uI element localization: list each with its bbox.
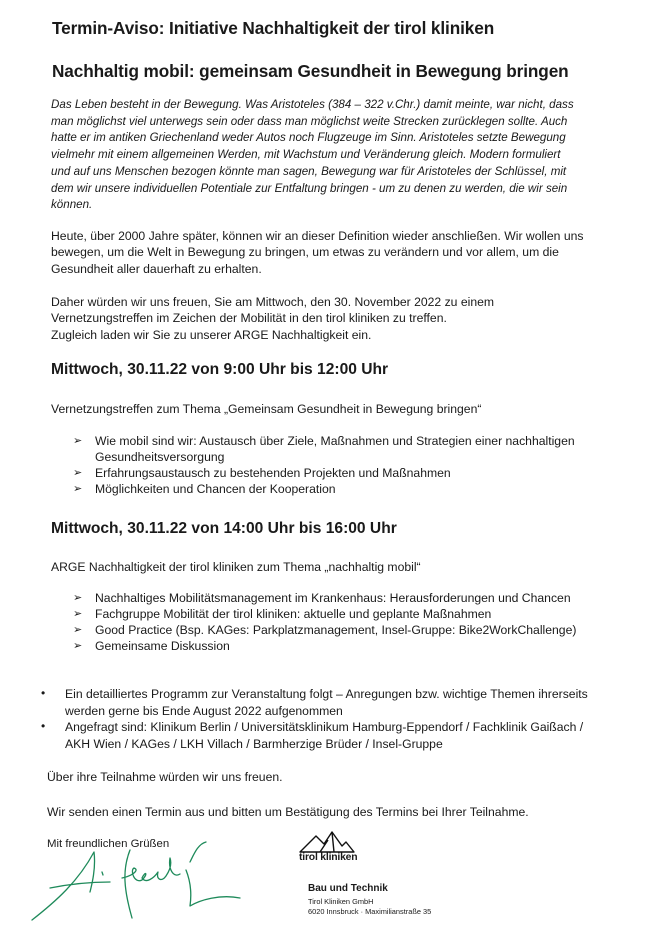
document-title: Termin-Aviso: Initiative Nachhaltigkeit der tirol kliniken <box>52 18 495 38</box>
intro-line: man möglichst viel unterwegs sein oder dass man möglichst weite Strecken zurücklegen sollte. Auch <box>51 114 568 128</box>
sender-address: 6020 Innsbruck · Maximilianstraße 35 <box>308 907 432 916</box>
session-2-lead: ARGE Nachhaltigkeit der tirol kliniken zum Thema „nachhaltig mobil“ <box>51 560 421 574</box>
paragraph-line: Gesundheit aller dauerhaft zu erhalten. <box>51 261 262 276</box>
bullet-icon: • <box>41 719 46 734</box>
paragraph-heute <box>51 228 651 277</box>
logo-wordmark: tirol kliniken <box>299 852 358 863</box>
closing-text-1: Über ihre Teilnahme würden wir uns freuen. <box>47 770 283 784</box>
list-item: ➢ Wie mobil sind wir: Austausch über Ziele, Maßnahmen und Strategien einer nachhaltigen Gesundheitsversorgung <box>73 434 575 464</box>
intro-line: und auf uns Menschen bezogen könnte man sagen, Bewegung war für Aristoteles der Schlüssel, mit <box>51 164 567 178</box>
intro-line: hatte er im antiken Griechenland weder Autos noch Flugzeuge im Sinn. Aristoteles setzte Bewegung <box>51 131 566 145</box>
sender-department: Bau und Technik <box>308 883 388 894</box>
list-item: ➢ Gemeinsame Diskussion <box>73 639 230 653</box>
paragraph-einladung <box>51 294 651 343</box>
list-item: ➢ Möglichkeiten und Chancen der Kooperation <box>73 482 336 496</box>
intro-line: dem wir unsere individuellen Potentiale zur Entfaltung bringen - um zu denen zu werden, die wir sein <box>51 181 568 195</box>
arrow-bullet-icon: ➢ <box>73 624 83 636</box>
session-1-lead: Vernetzungstreffen zum Thema „Gemeinsam Gesundheit in Bewegung bringen“ <box>51 402 482 416</box>
session-2-heading: Mittwoch, 30.11.22 von 14:00 Uhr bis 16:00 Uhr <box>51 520 397 537</box>
closing-text-2: Wir senden einen Termin aus und bitten um Bestätigung des Termins bei Ihrer Teilnahme. <box>47 805 529 819</box>
bullet-icon: • <box>41 686 46 700</box>
session-1-list <box>73 433 653 497</box>
paragraph-line: Daher würden wir uns freuen, Sie am Mittwoch, den 30. November 2022 zu einem <box>51 295 495 309</box>
session-2-list <box>73 590 653 654</box>
list-item: ➢ Good Practice (Bsp. KAGes: Parkplatzmanagement, Insel-Gruppe: Bike2WorkChallenge) <box>73 623 577 637</box>
paragraph-line: Heute, über 2000 Jahre später, können wir an dieser Definition wieder anschließen. Wir wollen uns <box>51 229 584 243</box>
document-subtitle: Nachhaltig mobil: gemeinsam Gesundheit in Bewegung bringen <box>52 61 569 81</box>
list-item: ➢ Fachgruppe Mobilität der tirol kliniken: aktuelle und geplante Maßnahmen <box>73 607 492 621</box>
list-item: ➢ Erfahrungsaustausch zu bestehenden Projekten und Maßnahmen <box>73 466 451 480</box>
intro-line: können. <box>51 198 93 212</box>
arrow-bullet-icon: ➢ <box>73 483 83 495</box>
notes-list <box>41 686 661 752</box>
arrow-bullet-icon: ➢ <box>73 467 83 479</box>
mountain-logo-icon <box>298 830 358 854</box>
paragraph-line: Zugleich laden wir Sie zu unserer ARGE Nachhaltigkeit ein. <box>51 327 372 342</box>
arrow-bullet-icon: ➢ <box>73 640 83 652</box>
intro-line: Das Leben besteht in der Bewegung. Was Aristoteles (384 – 322 v.Chr.) damit meinte, war nicht, dass <box>51 98 574 111</box>
list-item: ➢ Nachhaltiges Mobilitätsmanagement im Krankenhaus: Herausforderungen und Chancen <box>73 591 571 605</box>
signature <box>30 840 260 930</box>
greeting: Mit freundlichen Grüßen <box>47 838 170 850</box>
arrow-bullet-icon: ➢ <box>73 608 83 620</box>
session-1-heading: Mittwoch, 30.11.22 von 9:00 Uhr bis 12:00 Uhr <box>51 361 389 378</box>
intro-line: vielmehr mit einem allgemeinen Werden, mit Wachstum und Veränderung gleich. Modern formuliert <box>51 148 561 162</box>
list-item: • Ein detailliertes Programm zur Veranstaltung folgt – Anregungen bzw. wichtige Themen ihrerseits werden gerne bis Ende August 2022 aufgenommen <box>41 686 588 718</box>
list-item: • Angefragt sind: Klinikum Berlin / Universitätsklinikum Hamburg-Eppendorf / Fachklinik Gaißach / AKH Wien / KAGes / LKH Villach / Barmherzige Brüder / Insel-Gruppe <box>41 719 584 751</box>
arrow-bullet-icon: ➢ <box>73 592 83 604</box>
paragraph-line: Vernetzungstreffen im Zeichen der Mobilität in den tirol kliniken zu treffen. <box>51 311 447 326</box>
arrow-bullet-icon: ➢ <box>73 435 83 447</box>
intro-paragraph <box>51 97 651 214</box>
sender-company: Tirol Kliniken GmbH <box>308 897 374 906</box>
paragraph-line: bewegen, um die Welt in Bewegung zu bringen, um etwas zu verändern und vor allem, um die <box>51 245 559 260</box>
